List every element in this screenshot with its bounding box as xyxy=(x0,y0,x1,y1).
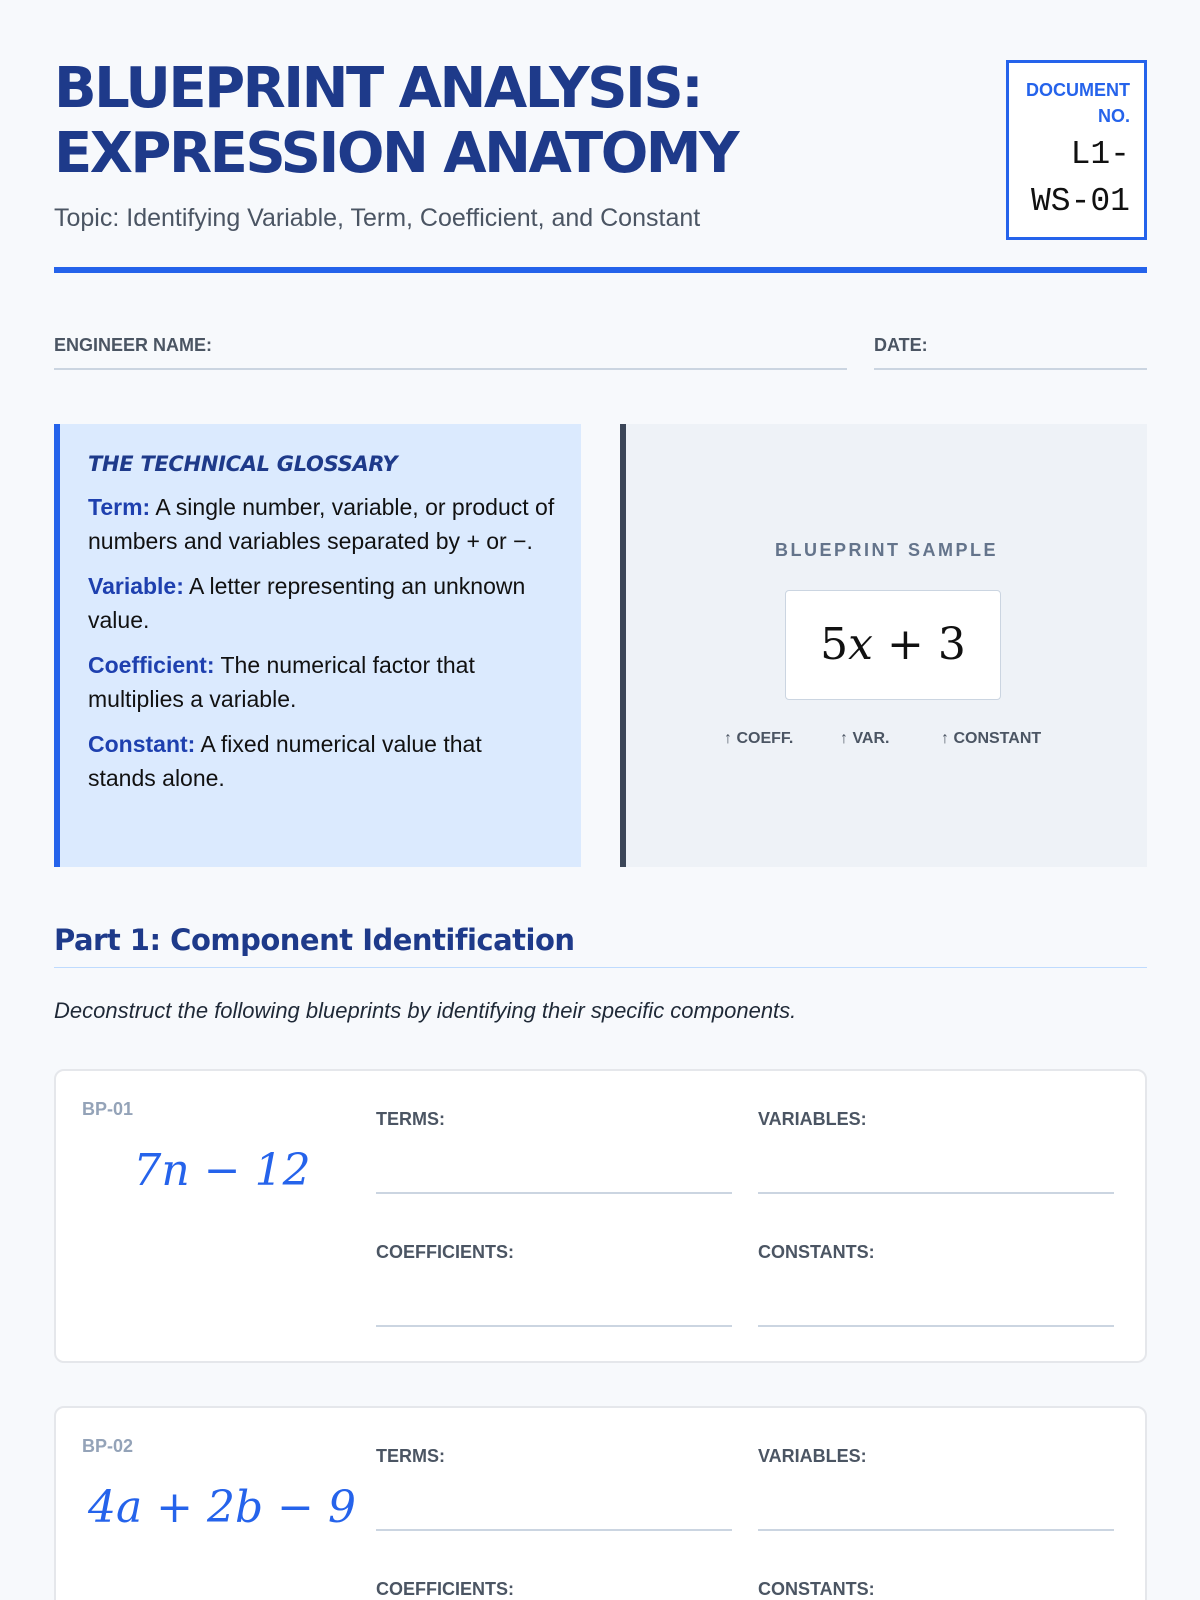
coefficients-label: COEFFICIENTS: xyxy=(376,1242,514,1262)
terms-answer-field[interactable] xyxy=(376,1446,732,1531)
variables-label: VARIABLES: xyxy=(758,1109,867,1129)
blueprint-expression: 7n − 12 xyxy=(133,1145,311,1196)
glossary-item-coefficient: Coefficient: The numerical factor that multiplies a variable. xyxy=(88,652,475,712)
header-divider xyxy=(54,267,1147,273)
document-number-box xyxy=(1006,60,1147,240)
variables-answer-field[interactable] xyxy=(758,1109,1114,1194)
blueprint-card-bp-01 xyxy=(54,1069,1147,1363)
blueprint-card-bp-02 xyxy=(54,1406,1147,1600)
technical-glossary xyxy=(54,424,581,867)
engineer-name-field[interactable] xyxy=(54,335,847,370)
variable-tag: ↑ VAR. xyxy=(840,730,890,747)
part-1-instructions: Deconstruct the following blueprints by identifying their specific components. xyxy=(54,998,797,1023)
page-title xyxy=(54,56,934,186)
coefficients-answer-field[interactable] xyxy=(376,1579,732,1600)
document-number-value: L1- WS-01 xyxy=(1030,136,1130,220)
blueprint-expression: 4a + 2b − 9 xyxy=(87,1482,357,1533)
sample-expression: 5𝑥 + 3 xyxy=(785,590,1001,700)
constants-label: CONSTANTS: xyxy=(758,1579,875,1599)
date-label: DATE: xyxy=(874,335,928,355)
constants-answer-field[interactable] xyxy=(758,1242,1114,1327)
glossary-item-term: Term: A single number, variable, or product of numbers and variables separated by + or −. xyxy=(88,494,555,554)
blueprint-sample-label: BLUEPRINT SAMPLE xyxy=(774,540,998,560)
coefficient-tag: ↑ COEFF. xyxy=(724,730,794,747)
blueprint-id: BP-01 xyxy=(82,1099,134,1119)
terms-answer-field[interactable] xyxy=(376,1109,732,1194)
date-field[interactable] xyxy=(874,335,1147,370)
title-line-1: BLUEPRINT ANALYSIS: xyxy=(54,56,702,121)
blueprint-id: BP-02 xyxy=(82,1436,134,1456)
title-line-2: EXPRESSION ANATOMY xyxy=(54,121,738,186)
engineer-name-label: ENGINEER NAME: xyxy=(54,335,213,355)
terms-label: TERMS: xyxy=(376,1446,445,1466)
terms-label: TERMS: xyxy=(376,1109,445,1129)
coefficients-answer-field[interactable] xyxy=(376,1242,732,1327)
coefficients-label: COEFFICIENTS: xyxy=(376,1579,514,1599)
variables-label: VARIABLES: xyxy=(758,1446,867,1466)
part-1-title: Part 1: Component Identification xyxy=(54,923,575,957)
document-number-label: DOCUMENT NO. xyxy=(1026,80,1130,126)
blueprint-sample-panel xyxy=(620,424,1147,867)
glossary-item-variable: Variable: A letter representing an unknown value. xyxy=(88,573,526,633)
page-subtitle: Topic: Identifying Variable, Term, Coefficient, and Constant xyxy=(54,204,701,232)
constants-answer-field[interactable] xyxy=(758,1579,1114,1600)
variables-answer-field[interactable] xyxy=(758,1446,1114,1531)
constant-tag: ↑ CONSTANT xyxy=(941,730,1042,747)
glossary-item-constant: Constant: A fixed numerical value that stands alone. xyxy=(88,731,482,791)
part-1-divider xyxy=(54,967,1147,968)
constants-label: CONSTANTS: xyxy=(758,1242,875,1262)
glossary-title: THE TECHNICAL GLOSSARY xyxy=(88,452,398,476)
